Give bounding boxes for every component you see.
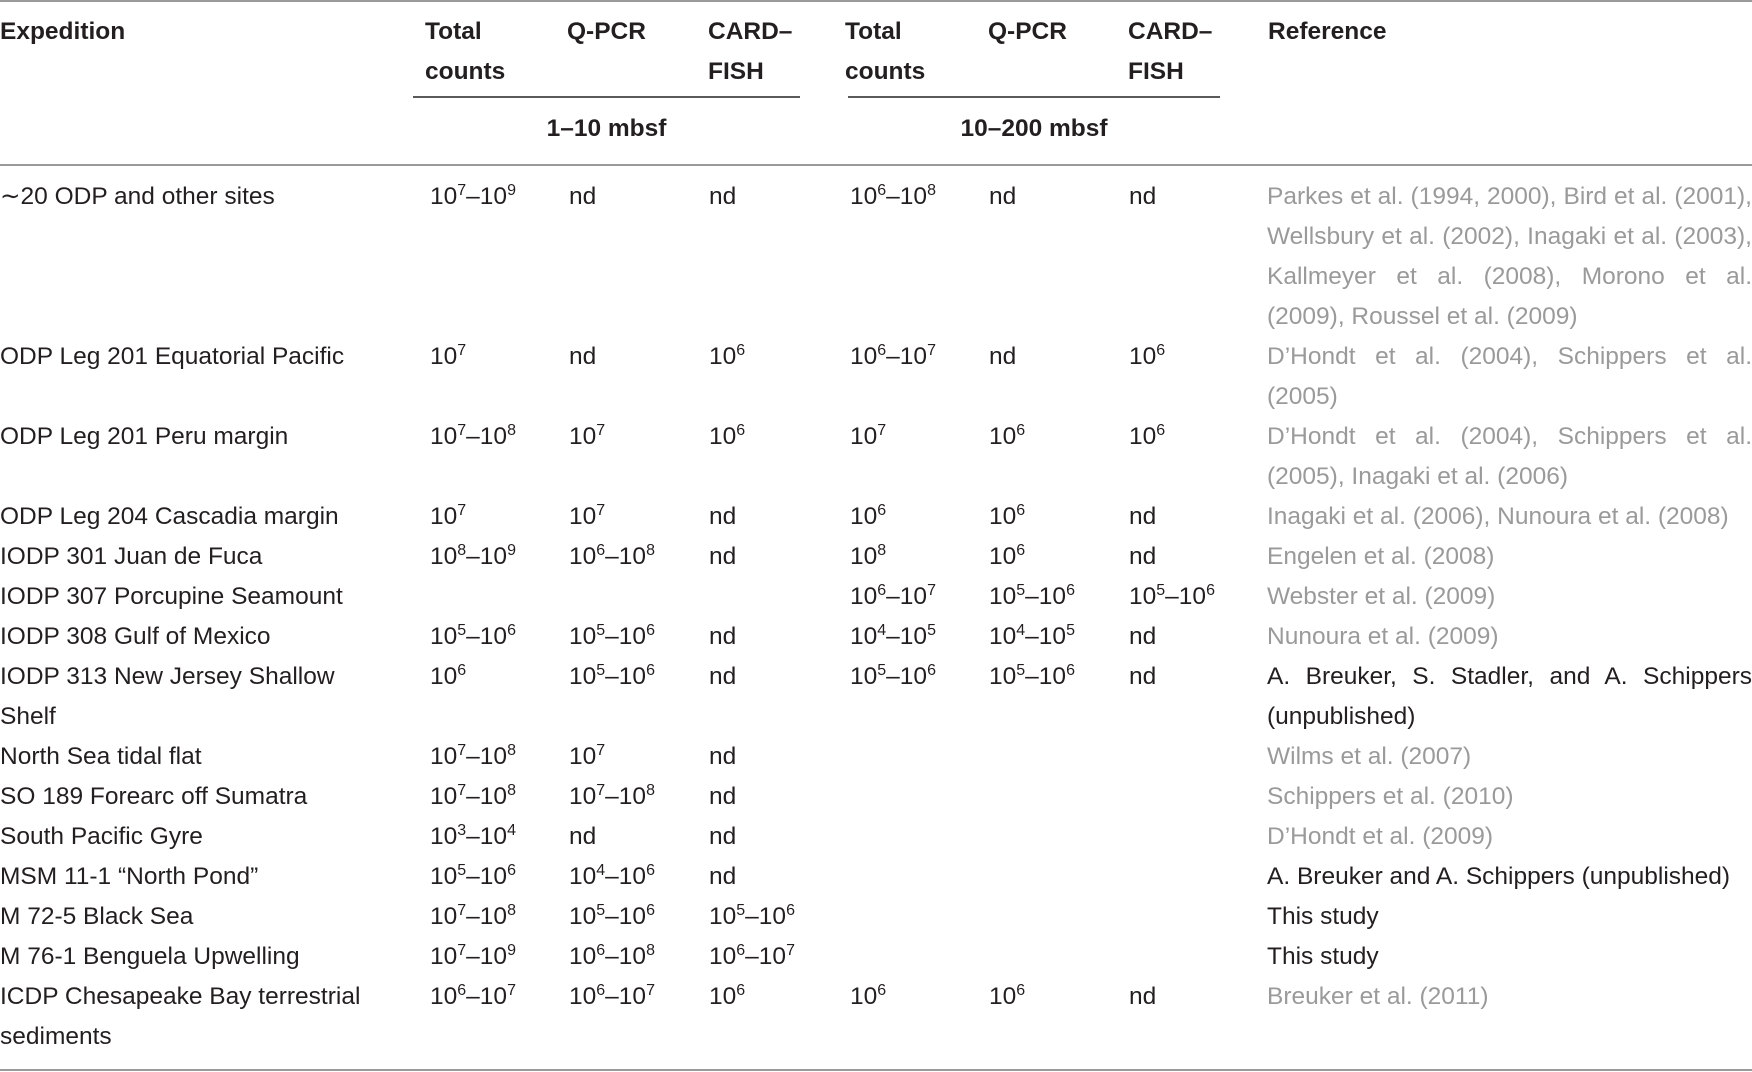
cf2-cell: nd xyxy=(1129,983,1157,1010)
tc1-cell: $10^7-10^8$ xyxy=(430,421,516,450)
qpcr2-cell: $10^6$ xyxy=(989,501,1026,530)
tc1-cell: $10^7-10^8$ xyxy=(430,901,516,930)
reference-cell: Schippers et al. (2010) xyxy=(1267,783,1514,810)
qpcr2-cell: nd xyxy=(989,343,1017,370)
expedition-cell: ∼20 ODP and other sites xyxy=(0,183,275,210)
qpcr2-cell: $10^6$ xyxy=(989,981,1026,1010)
qpcr1-cell: $10^6-10^8$ xyxy=(569,941,655,970)
reference-cell: Parkes et al. (1994, 2000), Bird et al. (2001), xyxy=(1267,183,1752,210)
reference-cell: Wellsbury et al. (2002), Inagaki et al. (2003), xyxy=(1267,222,1752,250)
tc1-cell: $10^3-10^4$ xyxy=(430,821,516,850)
header-total-counts-shallow-line2: counts xyxy=(425,58,506,85)
tc1-cell: $10^7-10^8$ xyxy=(430,741,516,770)
qpcr1-cell: $10^5-10^6$ xyxy=(569,621,655,650)
qpcr2-cell: $10^4-10^5$ xyxy=(989,621,1075,650)
tc2-cell: $10^5-10^6$ xyxy=(850,661,936,690)
reference-cell: This study xyxy=(1267,943,1379,970)
qpcr1-cell: $10^4-10^6$ xyxy=(569,861,655,890)
qpcr1-cell: $10^7-10^8$ xyxy=(569,781,655,810)
tc1-cell: $10^7-10^8$ xyxy=(430,781,516,810)
header-expedition: Expedition xyxy=(0,18,126,45)
tc2-cell: $10^6-10^7$ xyxy=(850,581,936,610)
shallow-group-rule xyxy=(413,96,800,98)
reference-cell: Wilms et al. (2007) xyxy=(1267,743,1472,770)
cf1-cell: nd xyxy=(709,823,737,850)
bottom-rule xyxy=(0,1069,1752,1071)
reference-cell: D’Hondt et al. (2004), Schippers et al. xyxy=(1267,343,1752,370)
expedition-cell: IODP 307 Porcupine Seamount xyxy=(0,583,343,610)
expedition-cell: IODP 308 Gulf of Mexico xyxy=(0,623,271,650)
reference-cell: This study xyxy=(1267,903,1379,930)
cf2-cell: $10^5-10^6$ xyxy=(1129,581,1215,610)
cf2-cell: nd xyxy=(1129,623,1157,650)
header-total-counts-deep xyxy=(845,12,925,92)
header-qpcr-deep: Q-PCR xyxy=(988,18,1067,45)
reference-cell: Nunoura et al. (2009) xyxy=(1267,623,1499,650)
qpcr2-cell: $10^6$ xyxy=(989,421,1026,450)
reference-cell: D’Hondt et al. (2004), Schippers et al. xyxy=(1267,423,1752,450)
qpcr1-cell: $10^7$ xyxy=(569,741,606,770)
cf1-cell: $10^5-10^6$ xyxy=(709,901,795,930)
tc1-cell: $10^5-10^6$ xyxy=(430,861,516,890)
cf2-cell: nd xyxy=(1129,663,1157,690)
expedition-cell: ODP Leg 201 Peru margin xyxy=(0,423,289,450)
tc1-cell: $10^7$ xyxy=(430,341,467,370)
header-depth-shallow: 1–10 mbsf xyxy=(546,115,667,142)
tc2-cell: $10^6$ xyxy=(850,501,887,530)
tc1-cell: $10^6$ xyxy=(430,661,467,690)
tc1-cell: $10^7$ xyxy=(430,501,467,530)
cf2-cell: nd xyxy=(1129,503,1157,530)
header-total-counts-deep-line1: Total xyxy=(845,18,902,45)
expedition-cell: ODP Leg 201 Equatorial Pacific xyxy=(0,343,345,370)
header-total-counts-shallow xyxy=(425,12,505,92)
header-cardfish-deep xyxy=(1128,12,1212,92)
expedition-cell: IODP 313 New Jersey Shallow xyxy=(0,663,335,690)
expedition-cell: South Pacific Gyre xyxy=(0,823,203,850)
tc2-cell: $10^8$ xyxy=(850,541,887,570)
header-total-counts-deep-line2: counts xyxy=(845,58,926,85)
expedition-cell: ODP Leg 204 Cascadia margin xyxy=(0,503,339,530)
reference-cell: (2009), Roussel et al. (2009) xyxy=(1267,302,1578,330)
top-rule xyxy=(0,0,1752,2)
qpcr2-cell: $10^5-10^6$ xyxy=(989,661,1075,690)
tc1-cell: $10^7-10^9$ xyxy=(430,941,516,970)
tc2-cell: $10^4-10^5$ xyxy=(850,621,936,650)
qpcr2-cell: $10^6$ xyxy=(989,541,1026,570)
qpcr1-cell: nd xyxy=(569,183,597,210)
reference-cell: (unpublished) xyxy=(1267,702,1416,730)
cf1-cell: nd xyxy=(709,623,737,650)
tc1-cell: $10^6-10^7$ xyxy=(430,981,516,1010)
qpcr1-cell: $10^5-10^6$ xyxy=(569,661,655,690)
cf1-cell: nd xyxy=(709,543,737,570)
cf2-cell: $10^6$ xyxy=(1129,341,1166,370)
header-cardfish-deep-line2: FISH xyxy=(1128,58,1184,85)
header-cardfish-shallow-line2: FISH xyxy=(708,58,764,85)
cf2-cell: $10^6$ xyxy=(1129,421,1166,450)
expedition-cell: IODP 301 Juan de Fuca xyxy=(0,543,263,570)
expedition-cell: M 76-1 Benguela Upwelling xyxy=(0,943,300,970)
cf1-cell: $10^6$ xyxy=(709,421,746,450)
header-cardfish-shallow xyxy=(708,12,792,92)
expedition-cell: Shelf xyxy=(0,702,56,730)
cf1-cell: nd xyxy=(709,743,737,770)
deep-group-rule xyxy=(848,96,1220,98)
cf1-cell: nd xyxy=(709,503,737,530)
reference-cell: A. Breuker, S. Stadler, and A. Schippers xyxy=(1267,663,1752,690)
tc1-cell: $10^8-10^9$ xyxy=(430,541,516,570)
expedition-cell: SO 189 Forearc off Sumatra xyxy=(0,783,308,810)
header-depth-deep: 10–200 mbsf xyxy=(960,115,1108,142)
qpcr1-cell: nd xyxy=(569,343,597,370)
header-qpcr-shallow: Q-PCR xyxy=(567,18,646,45)
header-reference: Reference xyxy=(1268,18,1387,45)
reference-cell: Kallmeyer et al. (2008), Morono et al. xyxy=(1267,262,1752,290)
tc2-cell: $10^7$ xyxy=(850,421,887,450)
qpcr1-cell: $10^5-10^6$ xyxy=(569,901,655,930)
cf1-cell: $10^6$ xyxy=(709,341,746,370)
reference-cell: (2005) xyxy=(1267,382,1338,410)
expedition-cell: sediments xyxy=(0,1022,112,1050)
expedition-cell: MSM 11-1 “North Pond” xyxy=(0,863,259,890)
tc1-cell: $10^5-10^6$ xyxy=(430,621,516,650)
tc2-cell: $10^6-10^8$ xyxy=(850,181,936,210)
reference-cell: Inagaki et al. (2006), Nunoura et al. (2008) xyxy=(1267,503,1729,530)
expedition-cell: ICDP Chesapeake Bay terrestrial xyxy=(0,983,361,1010)
header-bottom-rule xyxy=(0,164,1752,166)
cf2-cell: nd xyxy=(1129,183,1157,210)
cf1-cell: nd xyxy=(709,863,737,890)
reference-cell: A. Breuker and A. Schippers (unpublished) xyxy=(1267,863,1731,890)
cf2-cell: nd xyxy=(1129,543,1157,570)
qpcr1-cell: $10^7$ xyxy=(569,421,606,450)
header-cardfish-deep-line1: CARD– xyxy=(1128,18,1213,45)
qpcr1-cell: $10^7$ xyxy=(569,501,606,530)
header-cardfish-shallow-line1: CARD– xyxy=(708,18,793,45)
cf1-cell: nd xyxy=(709,783,737,810)
cf1-cell: $10^6$ xyxy=(709,981,746,1010)
reference-cell: D’Hondt et al. (2009) xyxy=(1267,823,1494,850)
reference-cell: Webster et al. (2009) xyxy=(1267,583,1496,610)
cf1-cell: nd xyxy=(709,183,737,210)
expedition-cell: M 72-5 Black Sea xyxy=(0,903,194,930)
reference-cell: (2005), Inagaki et al. (2006) xyxy=(1267,462,1568,490)
tc2-cell: $10^6-10^7$ xyxy=(850,341,936,370)
expedition-cell: North Sea tidal flat xyxy=(0,743,202,770)
tc2-cell: $10^6$ xyxy=(850,981,887,1010)
qpcr2-cell: nd xyxy=(989,183,1017,210)
qpcr1-cell: $10^6-10^8$ xyxy=(569,541,655,570)
cf1-cell: nd xyxy=(709,663,737,690)
reference-cell: Engelen et al. (2008) xyxy=(1267,543,1495,570)
qpcr2-cell: $10^5-10^6$ xyxy=(989,581,1075,610)
qpcr1-cell: $10^6-10^7$ xyxy=(569,981,655,1010)
tc1-cell: $10^7-10^9$ xyxy=(430,181,516,210)
reference-cell: Breuker et al. (2011) xyxy=(1267,983,1489,1010)
header-total-counts-shallow-line1: Total xyxy=(425,18,482,45)
cf1-cell: $10^6-10^7$ xyxy=(709,941,795,970)
qpcr1-cell: nd xyxy=(569,823,597,850)
